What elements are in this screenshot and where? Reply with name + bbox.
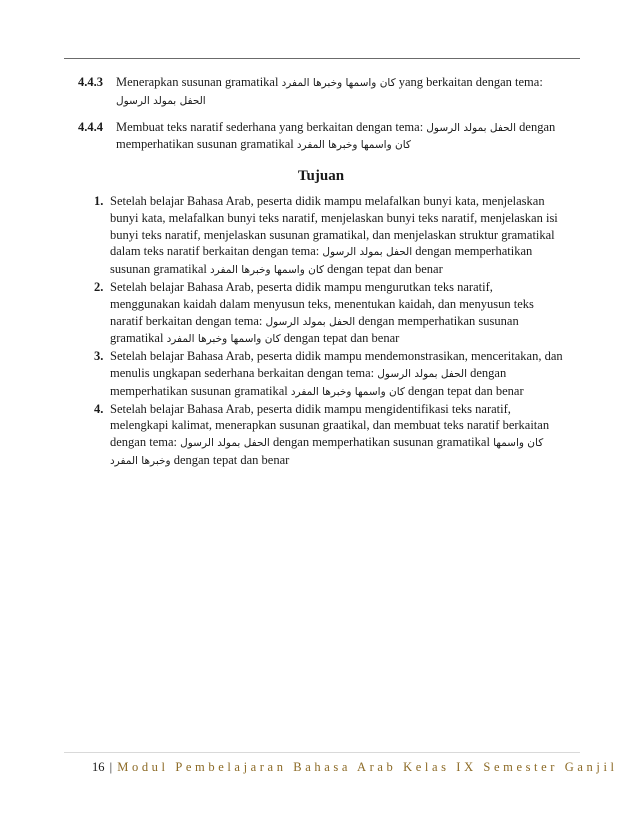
arabic-phrase: الحفل بمولد الرسول xyxy=(265,315,356,328)
page-number: 16 xyxy=(92,760,105,774)
text-run: dengan tepat dan benar xyxy=(280,331,400,346)
arabic-phrase: الحفل بمولد الرسول xyxy=(180,437,270,450)
arabic-phrase: كان واسمها وخبرها المفرد xyxy=(209,264,325,277)
text-run: Setelah belajar Bahasa Arab, peserta didik mampu mengurutkan teks naratif, menggunakan kaidah dalam menyusun teks, menentukan kaidah, dan menyusun teks naratif berkaitan dengan tema: xyxy=(110,279,534,328)
text-run: Setelah belajar Bahasa Arab, peserta didik mampu melafalkan bunyi kata, menjelaskan bunyi kata, melafalkan bunyi teks naratif, menjelaskan bunyi teks naratif, menjelaskan isi bunyi teks naratif, menjelaskan susunan gramatikal, dan menjelaskan struktur gramatikal dalam teks naratif berkaitan dengan tema: xyxy=(110,193,558,259)
goal-item xyxy=(78,193,564,279)
goal-item xyxy=(78,279,564,348)
outcome-number: 4.4.3 xyxy=(78,75,103,89)
goal-text xyxy=(110,193,564,279)
text-run: dengan tepat dan benar xyxy=(404,383,524,398)
goal-number: 3. xyxy=(94,349,104,364)
outcome-list xyxy=(78,74,564,154)
goal-number: 4. xyxy=(94,401,104,416)
arabic-phrase: كان واسمها وخبرها المفرد xyxy=(281,77,396,89)
page-footer xyxy=(92,760,618,775)
footer-rule xyxy=(64,752,580,753)
outcome-number: 4.4.4 xyxy=(78,119,103,134)
text-run: Setelah belajar Bahasa Arab, peserta didik mampu mendemonstrasikan, menceritakan, dan menulis ungkapan sederhana berkaitan dengan tema: xyxy=(110,349,563,380)
goal-list xyxy=(78,193,564,470)
goal-text xyxy=(110,348,564,400)
outcome-item xyxy=(78,119,564,155)
text-run: dengan memperhatikan susunan gramatikal xyxy=(110,313,519,346)
goal-item xyxy=(78,348,564,400)
footer-separator: | xyxy=(109,760,113,774)
arabic-phrase: الحفل بمولد الرسول xyxy=(116,94,206,107)
goal-number: 2. xyxy=(94,279,104,294)
section-title: Tujuan xyxy=(297,168,345,185)
header-rule xyxy=(64,58,580,59)
text-run: dengan memperhatikan susunan gramatikal xyxy=(110,244,533,277)
goal-number: 1. xyxy=(94,193,104,208)
text-run: Membuat teks naratif sederhana yang berkaitan dengan tema: xyxy=(116,119,427,134)
text-run: dengan tepat dan benar xyxy=(170,452,290,467)
arabic-phrase: كان واسمها وخبرها المفرد xyxy=(166,333,281,346)
goal-text xyxy=(110,401,564,470)
text-run: Menerapkan susunan gramatikal xyxy=(116,75,282,89)
arabic-phrase: الحفل بمولد الرسول xyxy=(377,367,467,380)
goal-text xyxy=(110,279,564,348)
text-run: dengan memperhatikan susunan gramatikal xyxy=(116,119,556,152)
arabic-phrase: الحفل بمولد الرسول xyxy=(426,121,517,134)
arabic-phrase: كان واسمها وخبرها المفرد xyxy=(296,139,411,152)
footer-title: Modul Pembelajaran Bahasa Arab Kelas IX Semester Ganjil xyxy=(117,760,618,774)
text-run: dengan tepat dan benar xyxy=(324,262,443,277)
outcome-text xyxy=(116,119,564,155)
text-run: dengan memperhatikan susunan gramatikal xyxy=(269,435,494,450)
goal-item xyxy=(78,401,564,470)
text-run: dengan memperhatikan susunan gramatikal xyxy=(110,365,507,398)
outcome-item xyxy=(78,74,564,110)
outcome-text xyxy=(116,74,564,110)
arabic-phrase: الحفل بمولد الرسول xyxy=(322,246,413,259)
text-run: yang berkaitan dengan tema: xyxy=(395,75,543,89)
text-run: Setelah belajar Bahasa Arab, peserta didik mampu mengidentifikasi teks naratif, melengkapi kalimat, menerapkan susunan graatikal, dan membuat teks naratif berkaitan dengan tema: xyxy=(110,401,550,450)
arabic-phrase: كان واسمها وخبرها المفرد xyxy=(290,385,405,398)
arabic-phrase: كان واسمها وخبرها المفرد xyxy=(110,437,544,467)
page-content xyxy=(78,74,564,470)
